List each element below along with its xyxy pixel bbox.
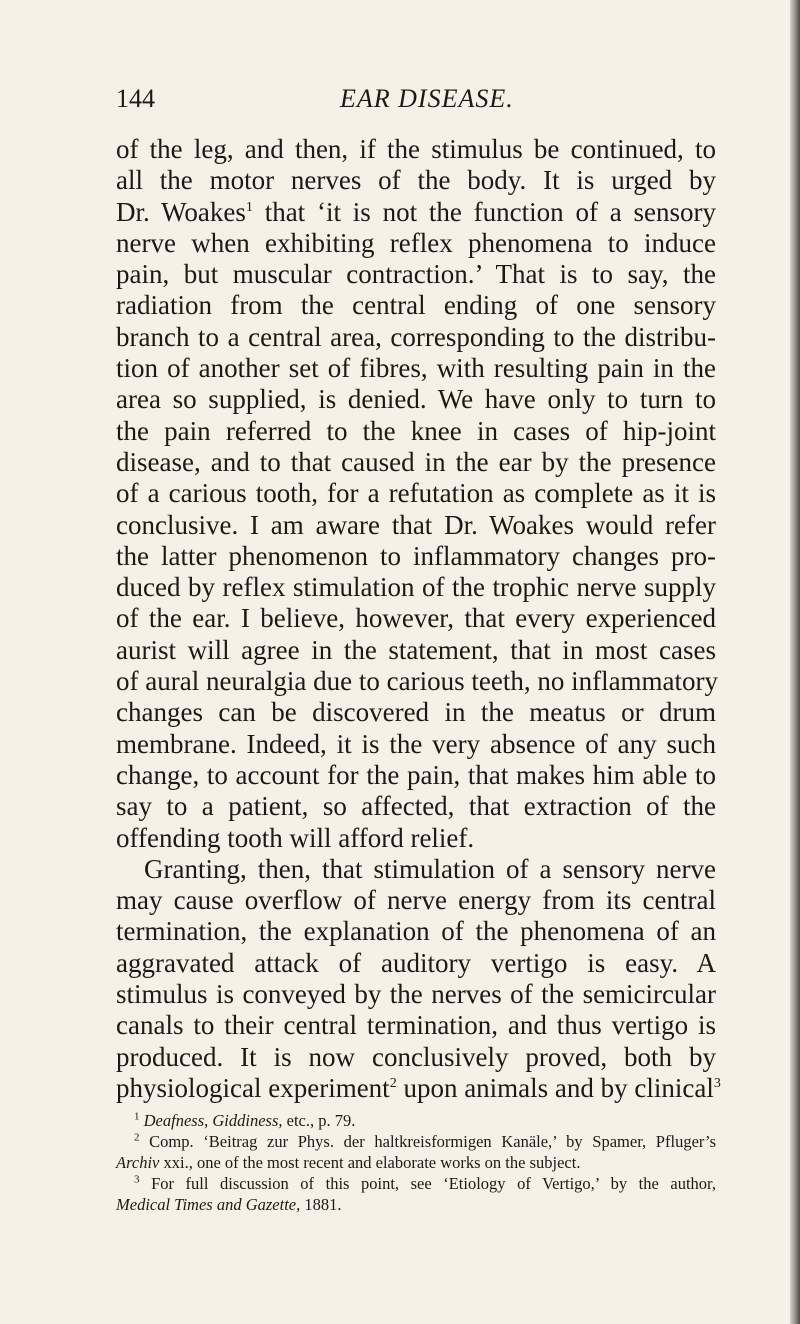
text-line: nerve when exhibiting reflex phenomena to induce xyxy=(116,227,716,258)
text-line: canals to their central termination, and thus vertigo is xyxy=(116,1010,716,1041)
footnote-text: For full discussion of this point, see ‘Etiology of Vertigo,’ by the author, xyxy=(151,1174,716,1193)
main-text xyxy=(116,134,721,1104)
text-line: offending tooth will afford relief. xyxy=(116,822,475,853)
footnote-3-line-1 xyxy=(116,1173,716,1194)
text-line: membrane. Indeed, it is the very absence of any such xyxy=(116,728,716,759)
text-line: branch to a central area, corresponding to the distribu- xyxy=(116,321,716,352)
footnote-marker: 1 xyxy=(245,199,253,215)
text-line: disease, and to that caused in the ear by the presence xyxy=(116,446,716,477)
footnotes xyxy=(116,1110,716,1215)
text-line: duced by reflex stimulation of the trophic nerve supply xyxy=(116,572,716,603)
text-line: the latter phenomenon to inflammatory changes pro- xyxy=(116,540,716,571)
text-line: changes can be discovered in the meatus or drum xyxy=(116,697,716,728)
text-line: stimulus is conveyed by the nerves of the semicircular xyxy=(116,979,716,1010)
page-header xyxy=(116,84,716,124)
footnote-text: xxi., one of the most recent and elaborate works on the subject. xyxy=(163,1153,581,1172)
text-fragment: Dr. Woakes xyxy=(116,196,246,227)
text-line: aurist will agree in the statement, that in most cases xyxy=(116,634,716,665)
text-line: change, to account for the pain, that makes him able to xyxy=(116,759,716,790)
text-line: of the ear. I believe, however, that every experienced xyxy=(116,603,716,634)
text-line xyxy=(116,1072,721,1104)
footnote-marker: 2 xyxy=(389,1075,397,1091)
page-number: 144 xyxy=(116,84,155,113)
footnote-text: Comp. ‘Beitrag zur Phys. der haltkreisformigen Kanäle,’ by Spamer, Pfluger’s xyxy=(149,1132,717,1151)
text-line: all the motor nerves of the body. It is urged by xyxy=(116,165,716,196)
text-line: termination, the explanation of the phenomena of an xyxy=(116,916,716,947)
text-line: pain, but muscular contraction.’ That is to say, the xyxy=(116,259,716,290)
footnote-text: 1881. xyxy=(304,1195,342,1214)
footnote-number: 1 xyxy=(134,1110,140,1123)
text-line: aggravated attack of auditory vertigo is easy. A xyxy=(116,947,716,978)
footnote-number: 3 xyxy=(134,1173,140,1186)
footnote-2-line-2 xyxy=(116,1152,716,1173)
text-fragment: upon animals and by clinical xyxy=(403,1072,714,1103)
text-line: of a carious tooth, for a refutation as complete as it is xyxy=(116,478,716,509)
cited-title: Deafness, Giddiness, xyxy=(143,1111,283,1130)
text-line: the pain referred to the knee in cases of hip-joint xyxy=(116,415,716,446)
running-head: EAR DISEASE. xyxy=(340,84,514,113)
text-line: produced. It is now conclusively proved, both by xyxy=(116,1041,716,1072)
cited-title: Archiv xyxy=(116,1153,160,1172)
page-edge-shadow xyxy=(790,0,800,1324)
text-line: may cause overflow of nerve energy from its central xyxy=(116,885,716,916)
text-line xyxy=(116,197,716,228)
text-line: tion of another set of fibres, with resulting pain in the xyxy=(116,353,716,384)
text-line: Granting, then, that stimulation of a sensory nerve xyxy=(144,853,716,884)
text-line: conclusive. I am aware that Dr. Woakes would refer xyxy=(116,509,716,540)
cited-title: Medical Times and Gazette, xyxy=(116,1195,301,1214)
text-line: area so supplied, is denied. We have only to turn to xyxy=(116,384,716,415)
text-line: of the leg, and then, if the stimulus be continued, to xyxy=(116,134,716,164)
text-fragment: physiological experiment xyxy=(116,1072,390,1103)
text-line: say to a patient, so affected, that extraction of the xyxy=(116,791,716,822)
footnote-text: etc., p. 79. xyxy=(286,1111,356,1130)
text-line: of aural neuralgia due to carious teeth, no inflammatory xyxy=(116,666,719,697)
footnote-3-line-2 xyxy=(116,1194,716,1215)
footnote-1 xyxy=(116,1110,716,1131)
text-fragment: that ‘it is not the function of a sensory xyxy=(264,196,717,227)
text-line: radiation from the central ending of one sensory xyxy=(116,290,716,321)
footnote-number: 2 xyxy=(134,1131,140,1144)
footnote-2-line-1 xyxy=(116,1131,716,1152)
footnote-marker: 3 xyxy=(713,1075,721,1091)
